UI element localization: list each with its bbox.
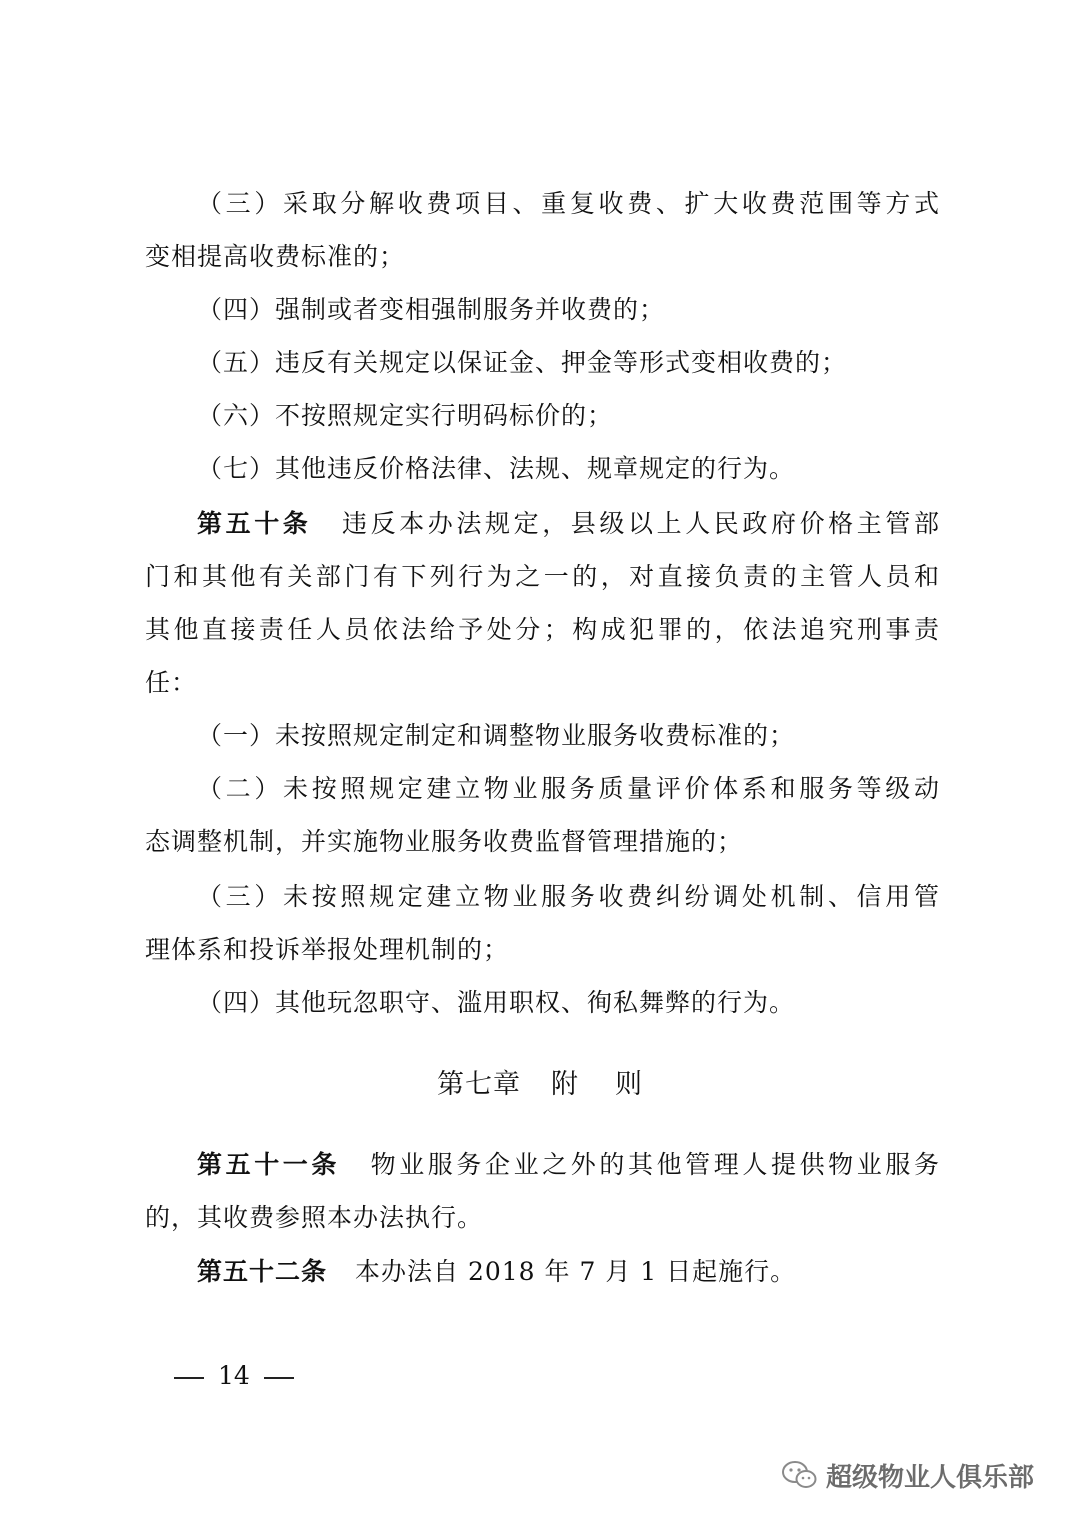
item-3-line-1: （三）采取分解收费项目、重复收费、扩大收费范围等方式 <box>197 189 940 218</box>
article-50-heading: 第五十条 <box>197 509 312 538</box>
page-dash-left <box>174 1377 204 1379</box>
article-51-text: 物业服务企业之外的其他管理人提供物业服务 <box>368 1150 940 1179</box>
chapter-heading <box>0 1063 1080 1107</box>
item-4: （四）强制或者变相强制服务并收费的； <box>197 295 666 324</box>
article-51-line-2: 的，其收费参照本办法执行。 <box>145 1203 484 1232</box>
article-50-line-2: 门和其他有关部门有下列行为之一的，对直接负责的主管人员和 <box>145 562 940 591</box>
article-52 <box>197 1252 940 1292</box>
article-52-heading: 第五十二条 <box>197 1257 328 1286</box>
article-50-item-4: （四）其他玩忽职守、滥用职权、徇私舞弊的行为。 <box>197 988 796 1017</box>
item-6: （六）不按照规定实行明码标价的； <box>197 401 614 430</box>
item-7: （七）其他违反价格法律、法规、规章规定的行为。 <box>197 454 796 483</box>
item-5: （五）违反有关规定以保证金、押金等形式变相收费的； <box>197 348 848 377</box>
article-51-first-line <box>197 1145 940 1185</box>
article-51-heading: 第五十一条 <box>197 1150 340 1179</box>
page-number-value: 14 <box>218 1361 250 1390</box>
watermark <box>780 1455 1034 1495</box>
article-50-first-line <box>197 504 940 544</box>
article-50-item-1: （一）未按照规定制定和调整物业服务收费标准的； <box>197 721 796 750</box>
article-50-text: 违反本办法规定，县级以上人民政府价格主管部 <box>339 509 940 538</box>
page-dash-right <box>264 1377 294 1379</box>
article-52-text: 本办法自 2018 年 7 月 1 日起施行。 <box>355 1257 797 1286</box>
wechat-icon <box>780 1459 818 1491</box>
article-50-line-3: 其他直接责任人员依法给予处分；构成犯罪的，依法追究刑事责 <box>145 615 940 644</box>
article-50-line-4: 任： <box>145 668 198 697</box>
watermark-text: 超级物业人俱乐部 <box>826 1462 1035 1493</box>
article-50-item-3-line-1: （三）未按照规定建立物业服务收费纠纷调处机制、信用管 <box>197 882 940 911</box>
article-50-item-2-line-2: 态调整机制，并实施物业服务收费监督管理措施的； <box>145 827 744 856</box>
item-3-line-2: 变相提高收费标准的； <box>145 242 406 271</box>
page-number <box>160 1358 308 1394</box>
chapter-title-b: 则 <box>615 1069 643 1100</box>
article-50-item-2-line-1: （二）未按照规定建立物业服务质量评价体系和服务等级动 <box>197 774 940 803</box>
chapter-number: 第七章 <box>437 1069 521 1100</box>
article-50-item-3-line-2: 理体系和投诉举报处理机制的； <box>145 935 510 964</box>
chapter-title-a: 附 <box>551 1069 579 1100</box>
